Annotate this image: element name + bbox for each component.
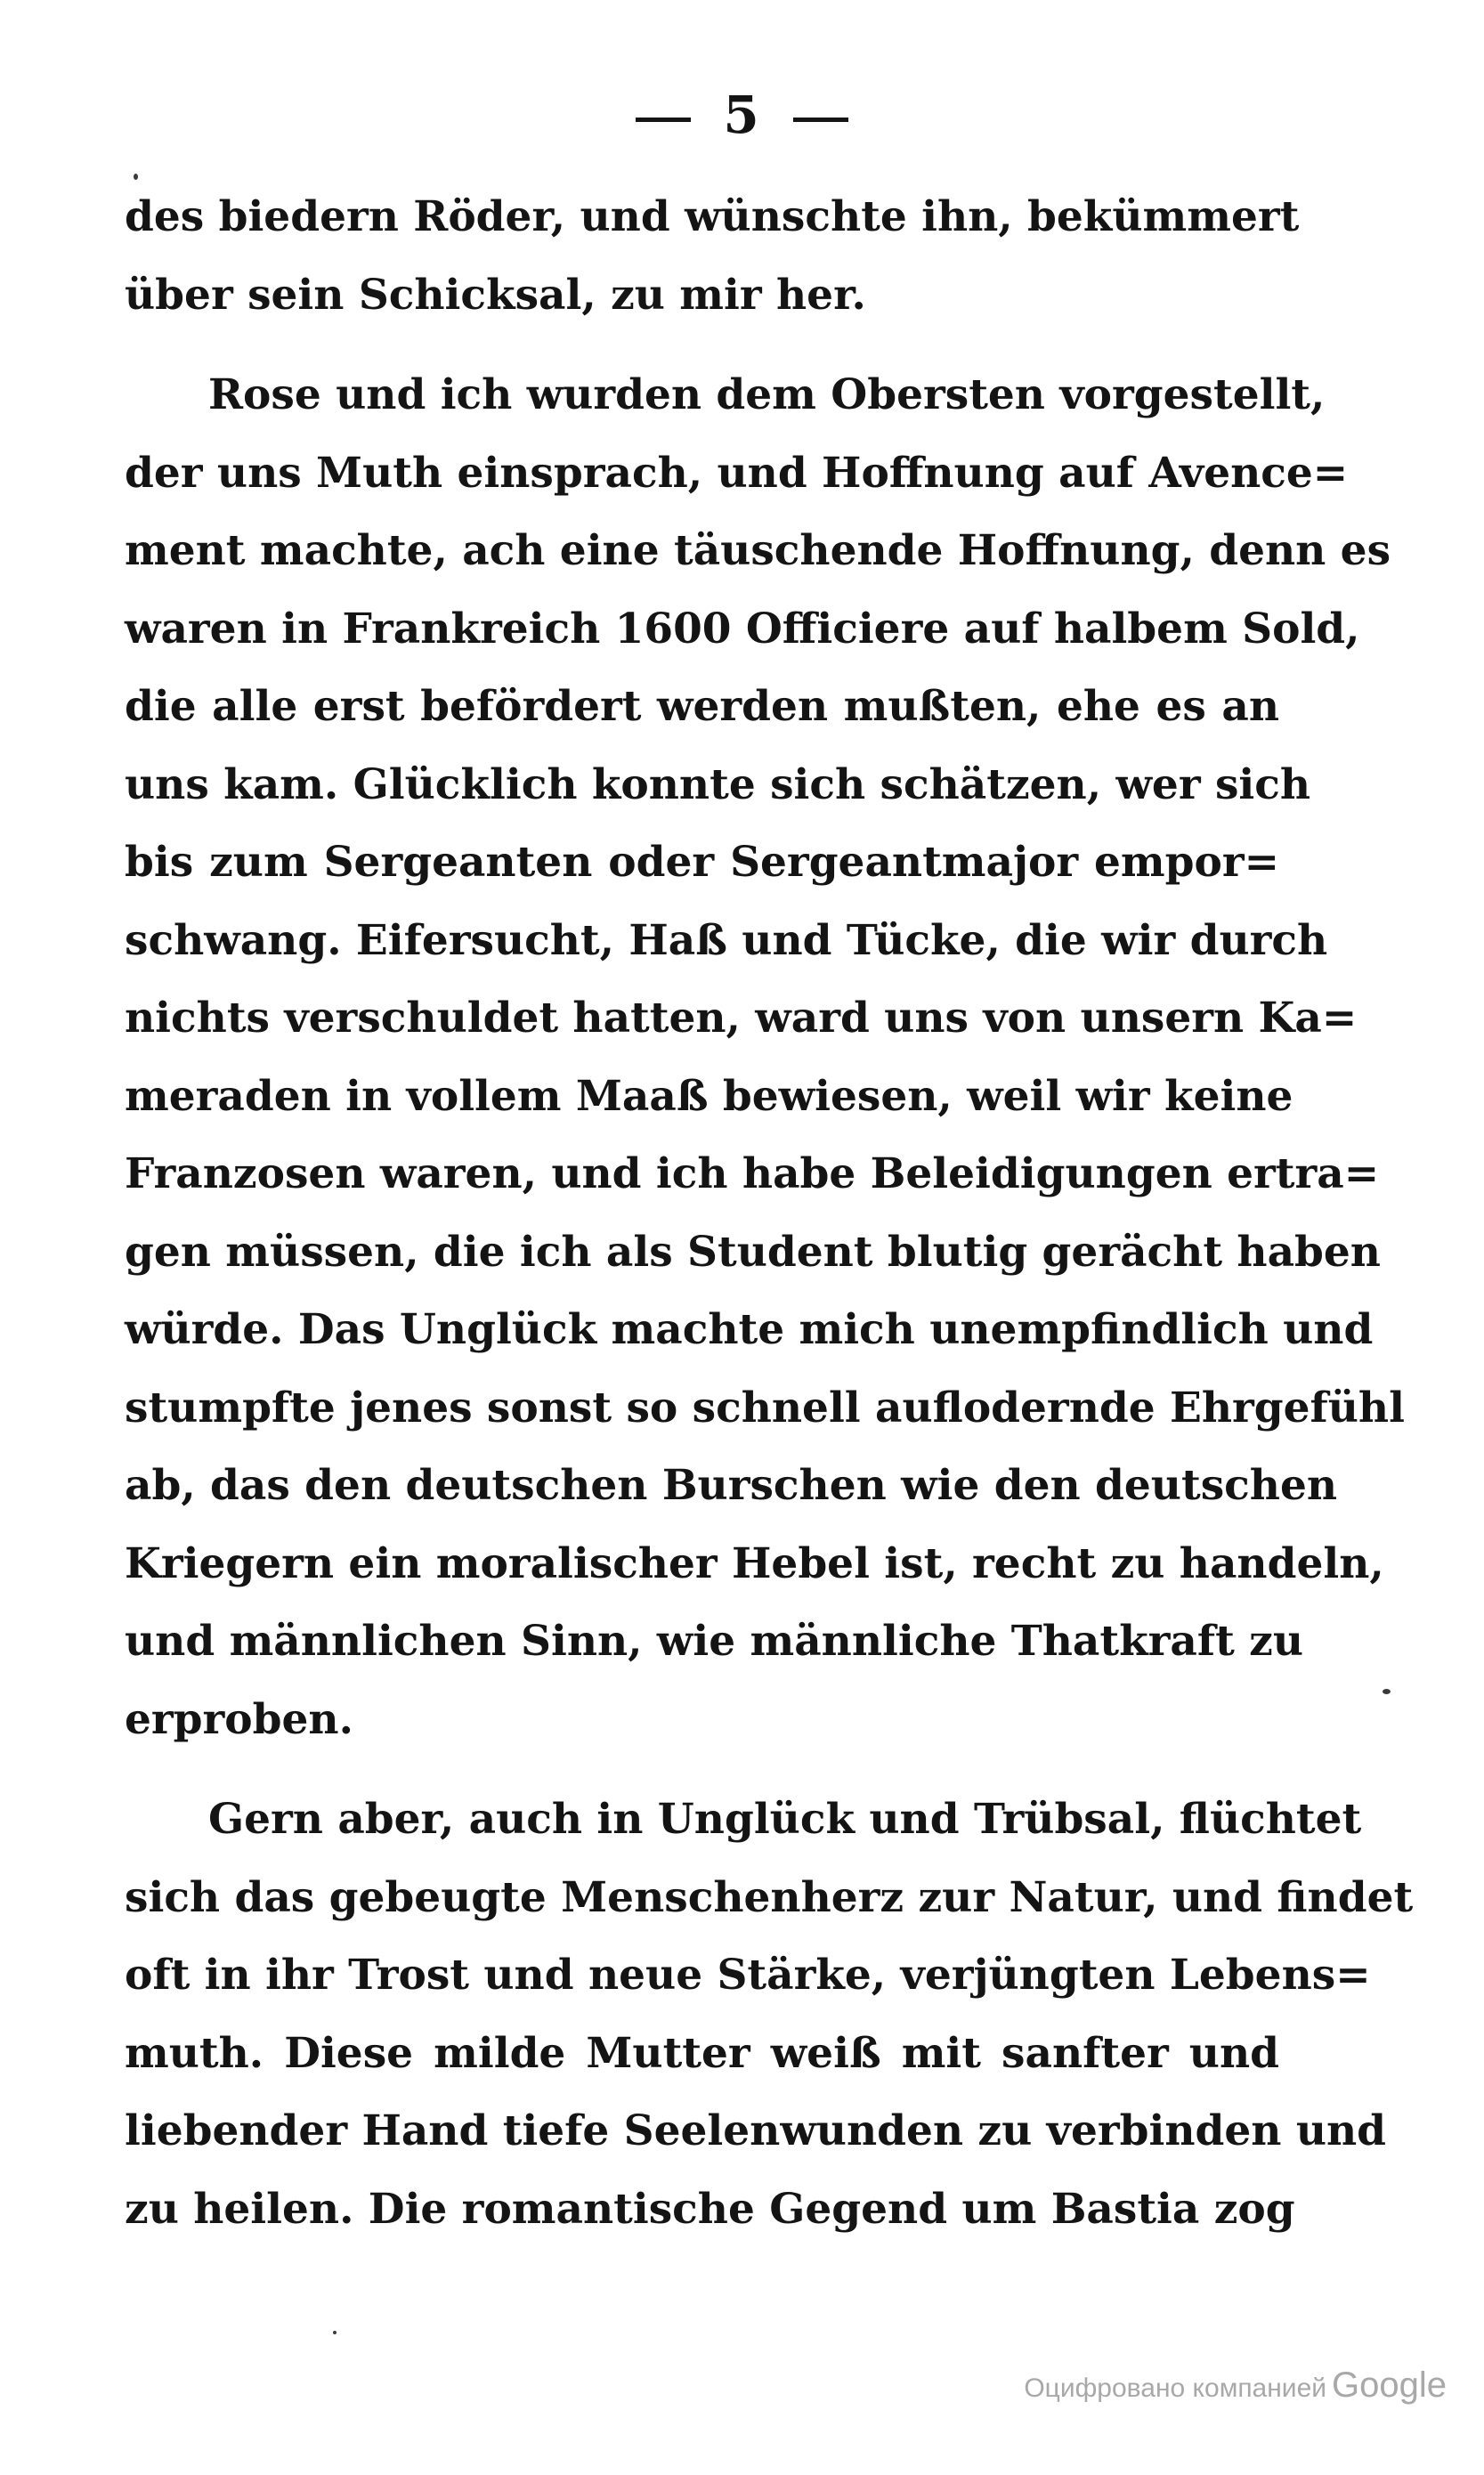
text-line: Franzosen waren, und ich habe Beleidigungen ertra= — [125, 1149, 1380, 1198]
text-line: Gern aber, auch in Unglück und Trübsal, flüchtet — [208, 1795, 1362, 1844]
page-number: 5 — [723, 85, 761, 145]
text-line: zu heilen. Die romantische Gegend um Bastia zog — [125, 2184, 1295, 2234]
text-line: nichts verschuldet hatten, ward uns von unsern Ka= — [125, 994, 1358, 1043]
text-line: Rose und ich wurden dem Obersten vorgestellt, — [208, 370, 1326, 419]
text-line: muth. Diese milde Mutter weiß mit sanfter und — [125, 2028, 1279, 2078]
text-line: ab, das den deutschen Burschen wie den deutschen — [125, 1461, 1338, 1510]
text-line: waren in Frankreich 1600 Officiere auf halbem Sold, — [125, 604, 1360, 653]
scan-speck — [333, 2331, 337, 2334]
text-line: gen müssen, die ich als Student blutig gerächt haben — [125, 1227, 1381, 1277]
text-line: liebender Hand tiefe Seelenwunden zu verbinden und — [125, 2106, 1387, 2155]
text-line: über sein Schicksal, zu mir her. — [125, 270, 866, 320]
watermark-brand: Google — [1332, 2365, 1447, 2405]
paragraph-1 — [125, 178, 1300, 334]
text-line: Kriegern ein moralischer Hebel ist, recht zu handeln, — [125, 1538, 1384, 1588]
text-line: sich das gebeugte Menschenherz zur Natur, und findet — [125, 1872, 1414, 1922]
text-line: der uns Muth einsprach, und Hoffnung auf Avence= — [125, 448, 1349, 498]
text-line: des biedern Röder, und wünschte ihn, bekümmert — [125, 192, 1300, 241]
text-line: meraden in vollem Maaß bewiesen, weil wir keine — [125, 1071, 1293, 1121]
text-line: stumpfte jenes sonst so schnell auflodernde Ehrgefühl — [125, 1383, 1405, 1432]
paragraph-3 — [125, 1781, 1414, 2248]
digitization-watermark — [1024, 2365, 1447, 2406]
body-text — [125, 178, 1414, 2248]
header-left-dash — [636, 118, 691, 122]
scan-speck — [134, 174, 138, 180]
text-line: schwang. Eifersucht, Haß und Tücke, die wir durch — [125, 915, 1328, 965]
text-line: erproben. — [125, 1694, 353, 1744]
text-line: die alle erst befördert werden mußten, ehe es an — [125, 682, 1279, 731]
header-right-dash — [793, 118, 848, 122]
paragraph-2 — [125, 356, 1405, 1758]
page-header — [0, 85, 1484, 145]
text-line: oft in ihr Trost und neue Stärke, verjüngten Lebens= — [125, 1951, 1371, 2000]
text-line: uns kam. Glücklich konnte sich schätzen, wer sich — [125, 759, 1311, 809]
watermark-text: Оцифровано компанией — [1024, 2374, 1327, 2403]
text-line: ment machte, ach eine täuschende Hoffnung, denn es — [125, 526, 1391, 575]
text-line: würde. Das Unglück machte mich unempfindlich und — [125, 1305, 1374, 1354]
scan-speck — [1383, 1689, 1391, 1694]
text-line: bis zum Sergeanten oder Sergeantmajor empor= — [125, 838, 1279, 887]
text-line: und männlichen Sinn, wie männliche Thatkraft zu — [125, 1617, 1304, 1666]
